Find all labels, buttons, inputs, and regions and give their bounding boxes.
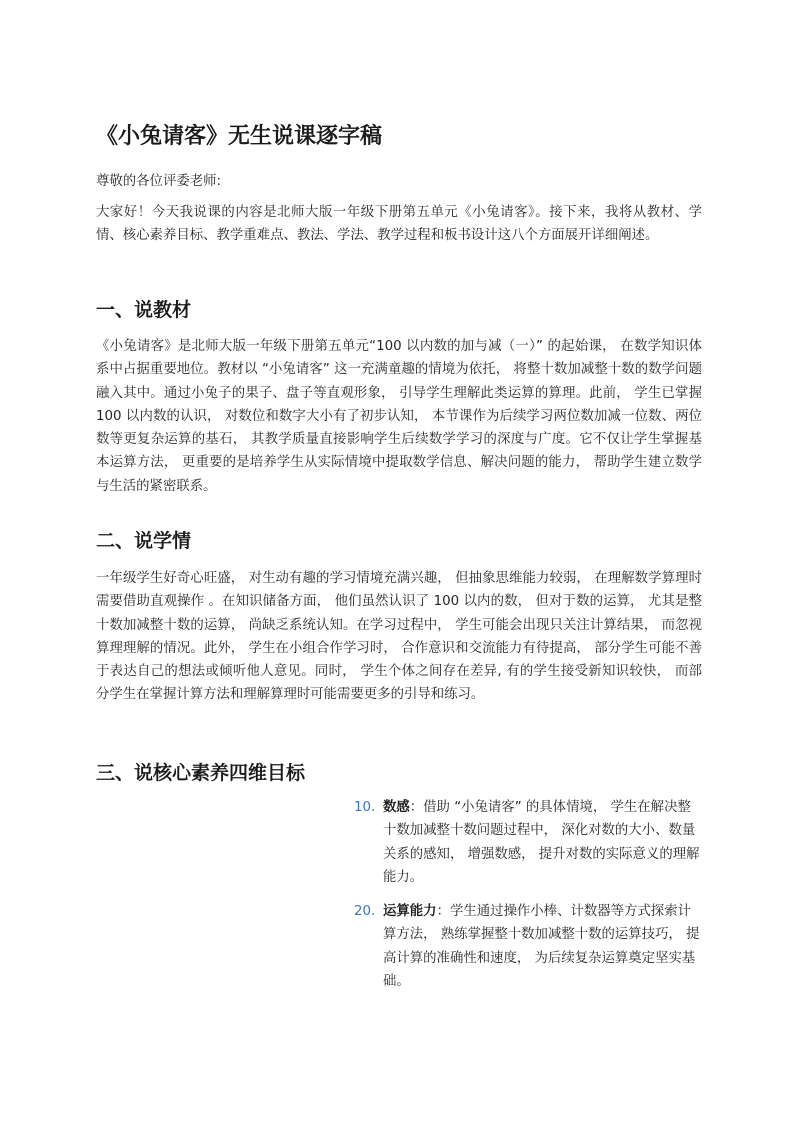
goal-list-item-1 (354, 796, 702, 889)
goal-keyword: 运算能力 (383, 904, 437, 919)
document-title: 《小兔请客》无生说课逐字稿 (96, 124, 383, 149)
intro-paragraph: 大家好！今天我说课的内容是北师大版一年级下册第五单元《小兔请客》。接下来，我将从教材、学情、核心素养目标、教学重难点、教法、学法、教学过程和板书设计这八个方面展开详细阐述。 (96, 205, 702, 244)
list-item (354, 796, 702, 889)
section-body-jiaocai: 《小兔请客》是北师大版一年级下册第五单元“100 以内数的加与减（一）” 的起始课， 在数学知识体系中占据重要地位。教材以 “小兔请客” 这一充满童趣的情境为依托， 将整十数加减整十数的数学问题融入其中。通过小兔子的果子、盘子等直观形象， 引导学生理解此类运算的算理。此前， 学生已掌握 100 以内数的认识， 对数位和数字大小有了初步认知， 本节课作为后续学习两位数加减一位数、两位数等更复杂运算的基石， 其教学质量直接影响学生后续数学学习的深度与广度。它不仅让学生掌握基本运算方法， 更重要的是培养学生从实际情境中提取数学信息、解决问题的能力， 帮助学生建立数学与生活的紧密联系。 (96, 339, 702, 494)
goal-text: 借助 “小兔请客” 的具体情境， 学生在解决整十数加减整十数问题过程中， 深化对数的大小、数量关系的感知， 增强数感， 提升对数的实际意义的理解能力。 (383, 800, 700, 885)
list-item (354, 900, 702, 993)
goal-separator: ： (409, 800, 424, 815)
goal-separator: ： (436, 904, 450, 919)
goal-list-item-2 (354, 900, 702, 993)
section-body-xueqing: 一年级学生好奇心旺盛， 对生动有趣的学习情境充满兴趣， 但抽象思维能力较弱， 在理解数学算理时需要借助直观操作 。在知识储备方面， 他们虽然认识了 100 以内的数， 但对于数的运算， 尤其是整十数加减整十数的运算， 尚缺乏系统认知。在学习过程中， 学生可能会出现只关注计算结果， 而忽视算理理解的情况。此外， 学生在小组合作学习时， 合作意识和交流能力有待提高， 部分学生可能不善于表达自己的想法或倾听他人意见。同时， 学生个体之间存在差异, 有的学生接受新知识较快， 而部分学生在掌握计算方法和理解算理时可能需要更多的引导和练习。 (96, 571, 702, 703)
section-heading-goals: 三、说核心素养四维目标 (96, 762, 306, 784)
goal-text: 学生通过操作小棒、计数器等方式探索计算方法， 熟练掌握整十数加减整十数的运算技巧， 提高计算的准确性和速度， 为后续复杂运算奠定坚实基础。 (383, 904, 700, 989)
greeting-paragraph: 尊敬的各位评委老师: (96, 174, 222, 189)
section-heading-xueqing: 二、说学情 (96, 530, 192, 552)
list-number: 10. (354, 800, 376, 815)
list-number: 20. (354, 904, 376, 919)
section-heading-jiaocai: 一、说教材 (96, 299, 192, 321)
goal-keyword: 数感 (383, 800, 410, 815)
